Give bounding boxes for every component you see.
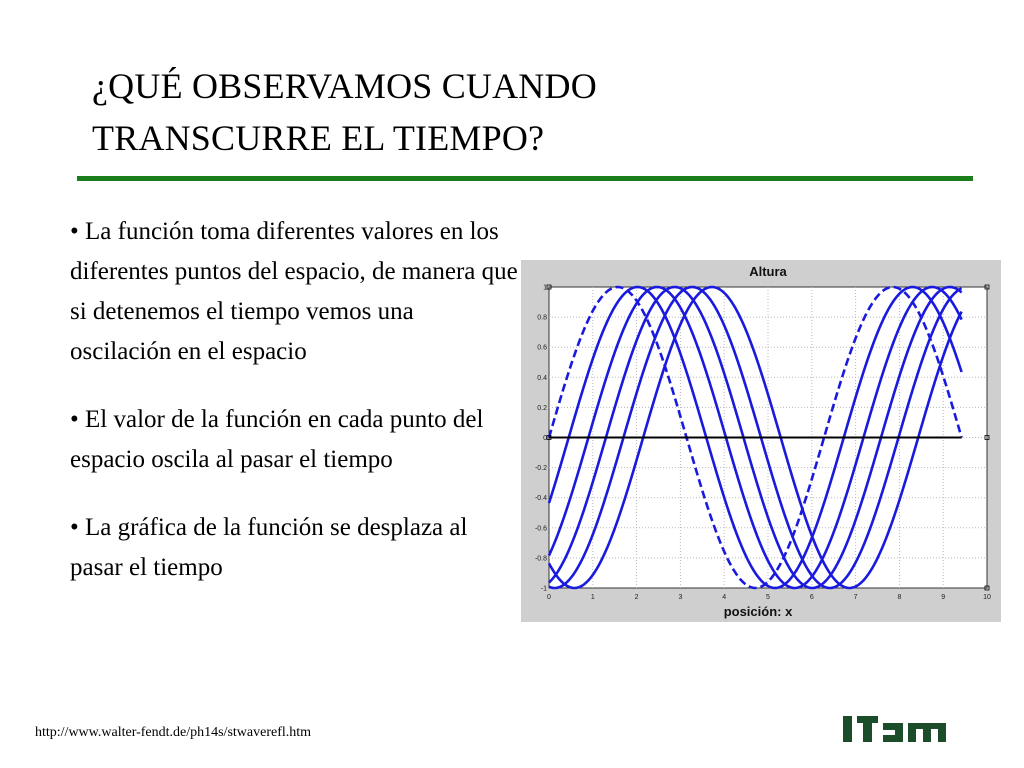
bullet-item-1: • La función toma diferentes valores en los diferentes puntos del espacio, de manera que si detenemos el tiempo vemos una oscilación en el espacio [70,218,518,365]
x-tick-label: 5 [766,594,770,601]
y-tick-label: 0.8 [537,314,547,322]
bullet-item-3: • La gráfica de la función se desplaza al pasar el tiempo [70,514,468,581]
wave-chart-panel [521,260,1001,622]
itam-logo [843,712,948,744]
chart-title: Altura [749,264,787,279]
x-tick-label: 9 [941,594,946,601]
x-tick-label: 6 [809,594,814,601]
x-tick-label: 4 [722,594,727,601]
bullet-item-2: • El valor de la función en cada punto del espacio oscila al pasar el tiempo [70,406,484,473]
y-tick-label: -0.6 [534,525,547,533]
x-tick-label: 8 [897,594,902,601]
x-tick-label: 10 [983,594,991,601]
x-tick-label: 7 [853,594,858,601]
y-tick-label: 0 [543,435,547,442]
y-tick-label: 0.2 [537,404,547,412]
y-tick-label: -0.2 [534,465,547,473]
x-tick-label: 2 [634,594,639,601]
x-axis-label: posición: x [723,604,793,619]
y-tick-label: -1 [540,585,547,593]
title-underline [77,176,973,181]
bullet-list [70,212,518,616]
y-tick-label: 0.4 [537,374,547,382]
x-tick-label: 3 [678,594,683,601]
y-tick-label: -0.8 [534,555,547,563]
y-tick-label: 0.6 [537,344,547,352]
y-tick-label: -0.4 [534,495,547,503]
x-tick-label: 0 [547,594,551,601]
title-line-1: ¿QUÉ OBSERVAMOS CUANDO [92,66,597,106]
wave-chart [521,260,1001,622]
title-line-2: TRANSCURRE EL TIEMPO? [92,118,545,158]
slide-title [92,60,952,164]
x-tick-label: 1 [590,594,595,601]
y-tick-label: 1 [543,284,547,292]
source-url[interactable]: http://www.walter-fendt.de/ph14s/stwaverefl.htm [35,725,312,740]
